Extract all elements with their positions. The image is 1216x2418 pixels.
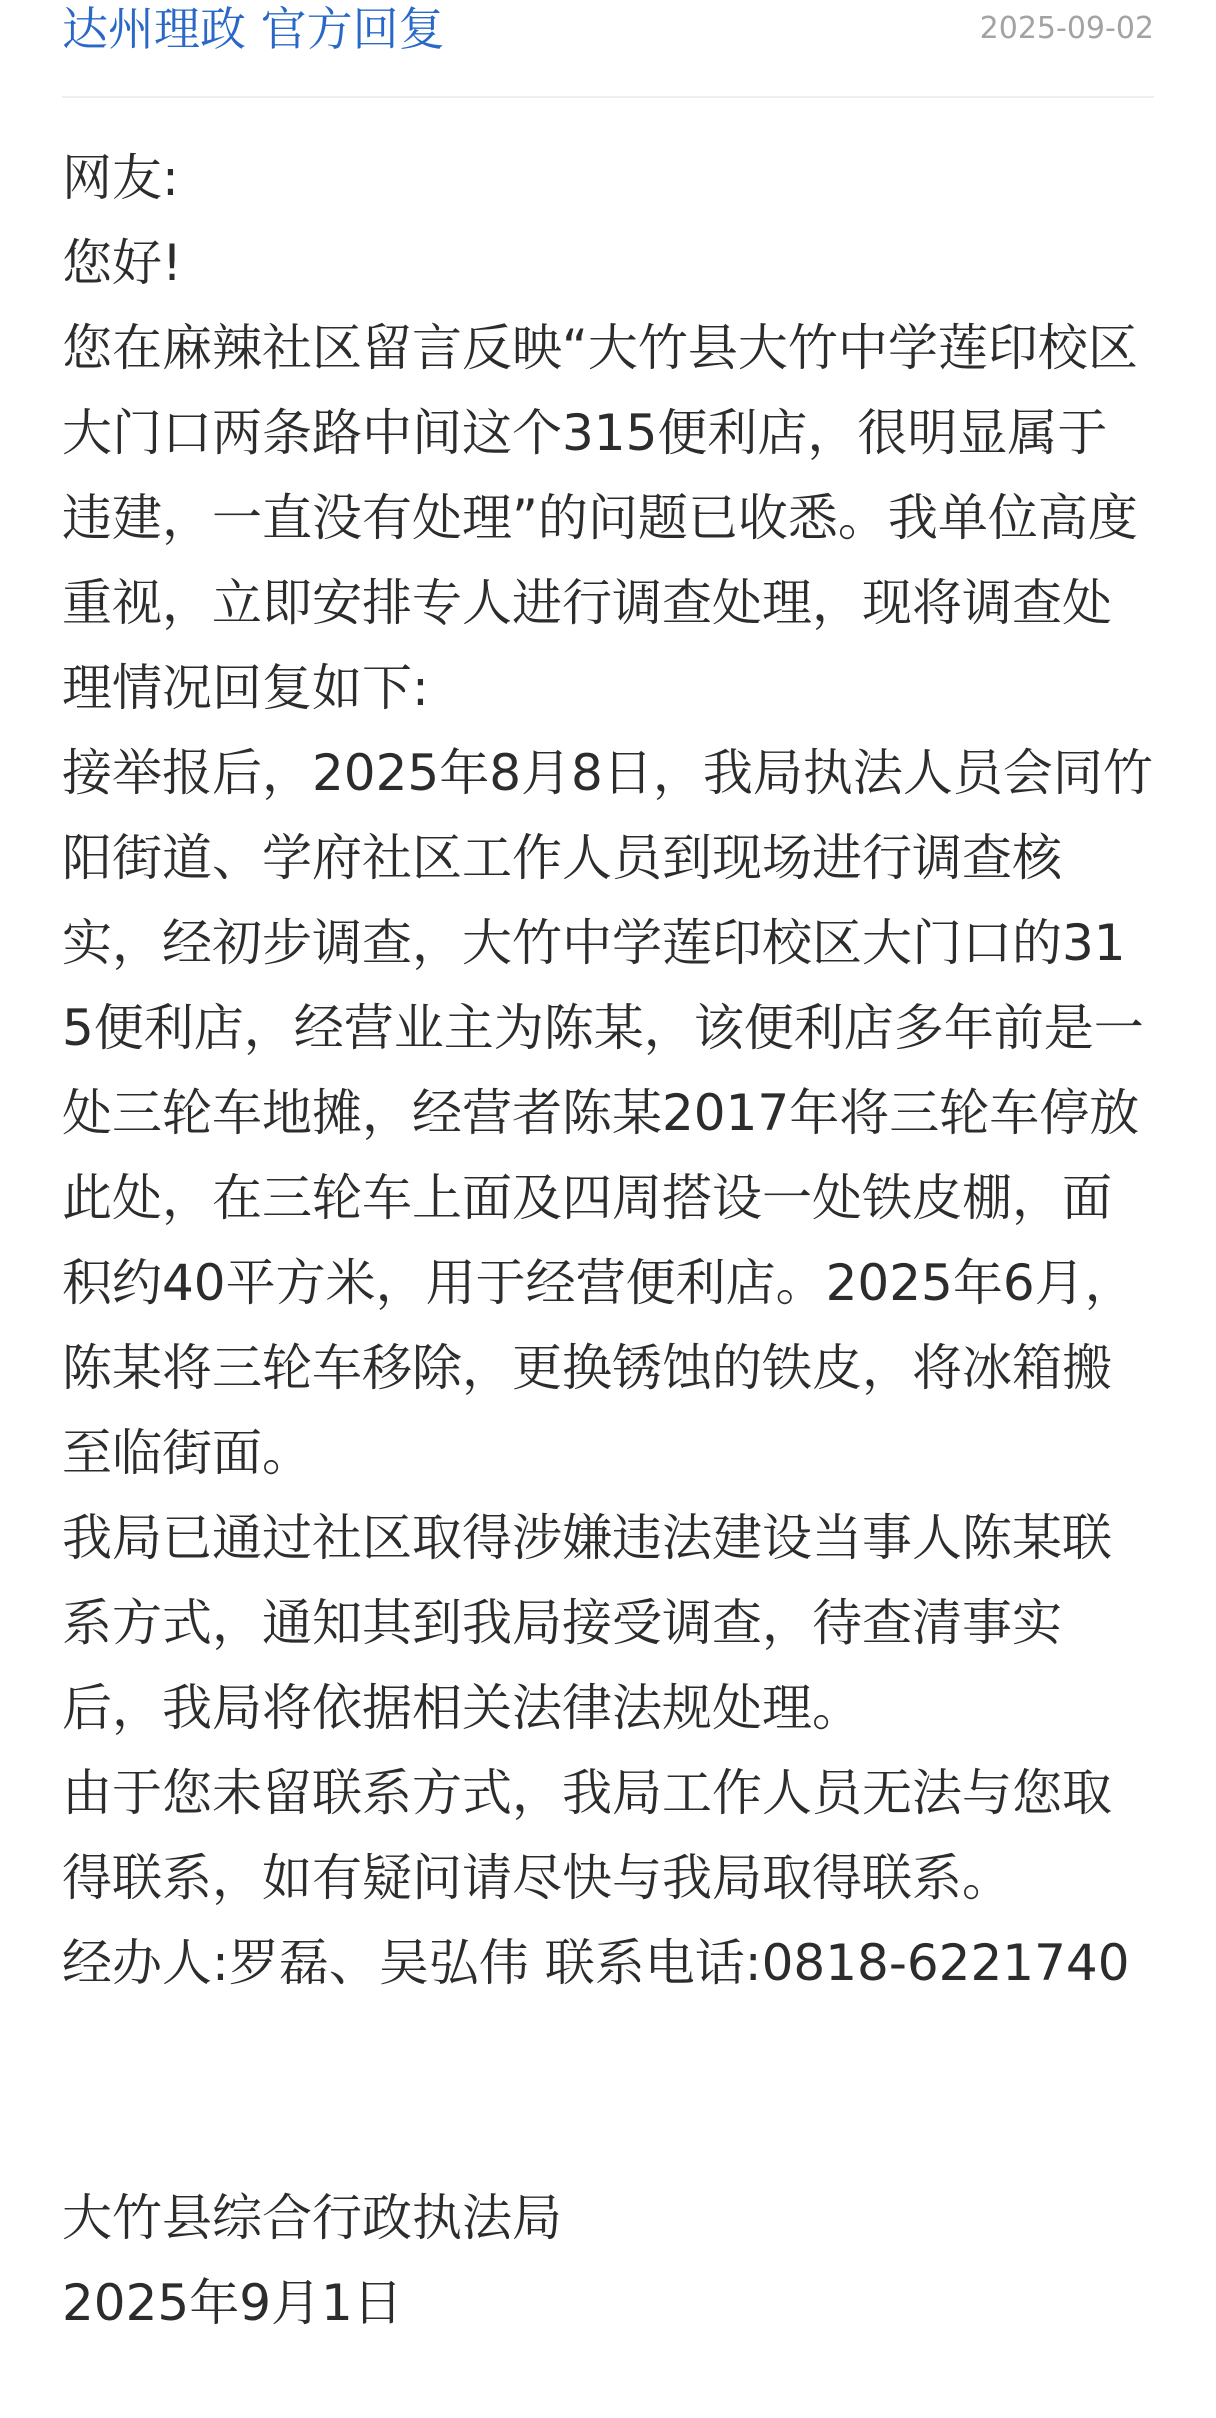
reply-greeting: 您好! — [62, 234, 183, 292]
reply-paragraph-action: 我局已通过社区取得涉嫌违法建设当事人陈某联系方式，通知其到我局接受调查，待查清事实后，我局将依据相关法律法规处理。 — [62, 1509, 1112, 1737]
reply-signature: 大竹县综合行政执法局 — [62, 2189, 562, 2247]
reply-header — [62, 0, 1154, 98]
reply-paragraph-receipt: 您在麻辣社区留言反映“大竹县大竹中学莲印校区大门口两条路中间这个315便利店，很明显属于违建，一直没有处理”的问题已收悉。我单位高度重视，立即安排专人进行调查处理，现将调查处理情况回复如下: — [62, 319, 1138, 717]
reply-source-title[interactable]: 达州理政 官方回复 — [62, 2, 445, 56]
reply-body — [62, 136, 1154, 2346]
signature-spacer — [62, 2006, 1154, 2176]
reply-salutation: 网友: — [62, 149, 179, 207]
reply-paragraph-contact-note: 由于您未留联系方式，我局工作人员无法与您取得联系，如有疑问请尽快与我局取得联系。 — [62, 1764, 1112, 1907]
official-reply-card — [62, 0, 1154, 2346]
reply-sign-date: 2025年9月1日 — [62, 2274, 403, 2332]
reply-date: 2025-09-02 — [979, 11, 1154, 46]
reply-paragraph-investigation: 接举报后，2025年8月8日，我局执法人员会同竹阳街道、学府社区工作人员到现场进行调查核实，经初步调查，大竹中学莲印校区大门口的315便利店，经营业主为陈某，该便利店多年前是一处三轮车地摊，经营者陈某2017年将三轮车停放此处，在三轮车上面及四周搭设一处铁皮棚，面积约40平方米，用于经营便利店。2025年6月，陈某将三轮车移除，更换锈蚀的铁皮，将冰箱搬至临街面。 — [62, 744, 1153, 1482]
reply-paragraph-handler: 经办人:罗磊、吴弘伟 联系电话:0818-6221740 — [62, 1934, 1130, 1992]
